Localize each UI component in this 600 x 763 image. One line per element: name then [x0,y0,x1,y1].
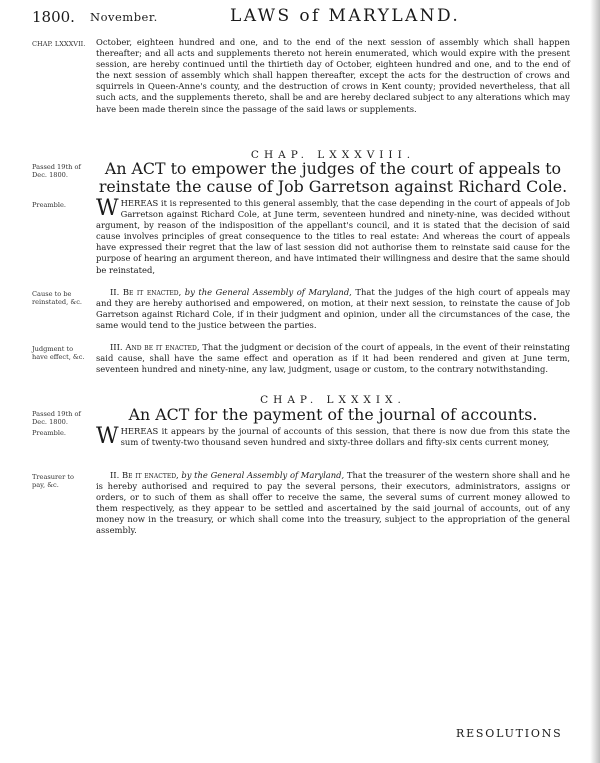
margin-section-3-88: Judgment to have effect, &c. [32,345,85,361]
chap-89-section-2 [96,470,570,537]
chap-87-continuation: October, eighteen hundred and one, and to the end of the next session of assembly which shall happen thereafter; and all acts and supplements thereto not herein enumerated, which would expire with the present session, are hereby continued until the thirtieth day of October, eighteen hundred and one, and to the end of the next session of assembly which shall happen thereafter, except the acts for the destruction of crows and squirrels in Queen-Anne's county, and the destruction of crows in Kent county; provided nevertheless, that all such acts, and the supplements thereto, shall be and are hereby declared subject to any alterations which may have been made therein since the passage of the said laws or supplements. [96,37,570,114]
chap-88-section-3 [96,342,570,375]
margin-passed-89: Passed 19th of Dec. 1800. [32,410,81,426]
chap-89-title: An ACT for the payment of the journal of accounts. [128,405,538,424]
section-text: That the treasurer of the western shore shall and he is hereby authorised and required to pay the several persons, their executors, administrators, assigns or orders, or to such of them as shall offer to receive the same, the several sums of current money allowed to them respectively, as they appear to be settled and ascertained by the said journal of accounts, out of any money now in the treasury, or which shall come into the treasury, subject to the appropriation of the general assembly. [96,470,570,536]
section-text: That the judgment or decision of the court of appeals, in the event of their reinstating said cause, shall have the same effect and operation as if it had been rendered and given at June term, seventeen hundred and ninety-nine, any law, judgment, usage or custom, to the contrary notwithstanding. [96,342,570,375]
section-lead: II. Be it enacted, [110,287,182,297]
page-edge-shadow [590,0,600,763]
margin-section-2-88: Cause to be reinstated, &c. [32,290,82,306]
chap-88-preamble-text: HEREAS it is represented to this general assembly, that the case depending in the court of appeals of Job Garretson against Richard Cole, at June term, seventeen hundred and ninety-nine, was decided without argument, by reason of the indisposition of the appellant's council, and it is stated that the decision of said cause involves principles of great consequence to the titles to real estate: And whereas the court of appeals have expressed their regret that the law of last session did not authorise them to reinstate said cause for the purpose of hearing an argument thereon, and have intimated their willingness and desire that the same should be reinstated, [96,198,570,275]
margin-section-2-89: Treasurer to pay, &c. [32,473,74,489]
running-header [32,6,572,28]
margin-preamble-88: Preamble. [32,201,67,209]
section-enacting-clause: by the General Assembly of Maryland, [184,287,352,297]
chap-88-heading: CHAP. LXXXVIII. [250,149,416,161]
header-title: LAWS of MARYLAND. [230,6,461,26]
section-text: That the judges of the high court of appeals may and they are hereby authorised and empowered, on motion, at their next session, to reinstate the cause of Job Garretson against Richard Cole, if in their judgment and opinion, under all the circumstances of the case, the same would tend to the justice between the parties. [96,287,570,331]
chap-89-heading: CHAP. LXXXIX. [260,394,406,406]
chap-89-preamble-text: HEREAS it appears by the journal of accounts of this session, that there is now due from this state the sum of twenty-two thousand seven hundred and sixty-three dollars and fifty-six cents current money, [120,426,570,448]
chap-89-preamble [96,426,570,448]
header-month: November. [90,10,158,24]
section-lead: III. And be it enacted, [110,342,200,352]
chap-88-section-2 [96,287,570,331]
dropcap-88: W [96,196,119,221]
chap-88-title: An ACT to empower the judges of the court of appeals to reinstate the cause of Job Garretson against Richard Cole. [98,159,568,196]
header-year: 1800. [32,8,75,26]
section-enacting-clause: by the General Assembly of Maryland, [181,470,345,480]
chap-88-preamble [96,198,570,276]
section-lead: II. Be it enacted, [110,470,179,480]
catchword: RESOLUTIONS [456,727,563,740]
margin-chap-87: CHAP. LXXXVII. [32,40,86,48]
margin-passed-88: Passed 19th of Dec. 1800. [32,163,81,179]
dropcap-89: W [96,424,119,449]
margin-preamble-89: Preamble. [32,429,67,437]
